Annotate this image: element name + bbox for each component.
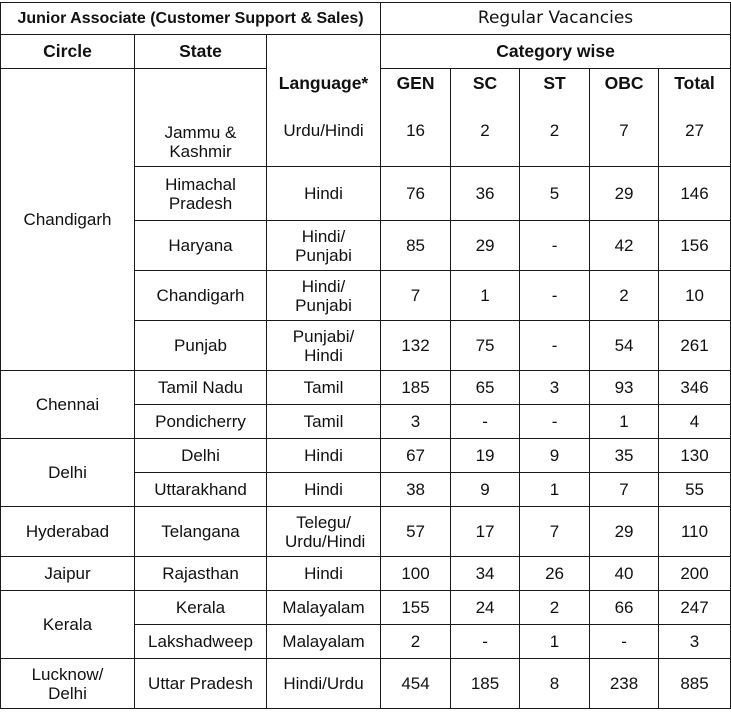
subheader-row — [1, 35, 731, 69]
language-cell: Telegu/ Urdu/Hindi — [267, 507, 381, 557]
st-cell: 5 — [520, 167, 590, 221]
obc-cell: 93 — [590, 371, 659, 405]
state-cell: Kerala — [135, 591, 267, 625]
language-cell — [267, 69, 381, 167]
table-row — [1, 371, 731, 405]
sc-cell: 36 — [451, 167, 520, 221]
circle-header: Circle — [1, 35, 135, 69]
st-cell: 8 — [520, 659, 590, 709]
sc-cell: 24 — [451, 591, 520, 625]
state-cell: Telangana — [135, 507, 267, 557]
total-cell: 156 — [659, 221, 731, 271]
st-cell: 7 — [520, 507, 590, 557]
circle-cell: Jaipur — [1, 557, 135, 591]
state-cell: Punjab — [135, 321, 267, 371]
state-cell: Tamil Nadu — [135, 371, 267, 405]
state-header: State — [135, 35, 267, 69]
total-cell: 885 — [659, 659, 731, 709]
st-cell: 1 — [520, 625, 590, 659]
gen-cell: 185 — [381, 371, 451, 405]
table-row — [1, 69, 731, 167]
state-cell: Uttarakhand — [135, 473, 267, 507]
category-header: Category wise — [381, 35, 731, 69]
sc-cell — [451, 69, 520, 167]
state-cell: Rajasthan — [135, 557, 267, 591]
st-cell: 9 — [520, 439, 590, 473]
st-cell: 26 — [520, 557, 590, 591]
st-cell: - — [520, 321, 590, 371]
obc-cell: - — [590, 625, 659, 659]
obc-cell: 40 — [590, 557, 659, 591]
language-cell: Hindi — [267, 557, 381, 591]
circle-cell: Delhi — [1, 439, 135, 507]
vacancy-table — [0, 2, 731, 709]
sc-cell: - — [451, 405, 520, 439]
st-cell: - — [520, 221, 590, 271]
language-cell: Tamil — [267, 405, 381, 439]
total-header: Total — [674, 73, 715, 93]
table-row — [1, 439, 731, 473]
sc-cell: 65 — [451, 371, 520, 405]
obc-header: OBC — [604, 73, 644, 93]
state-cell: Haryana — [135, 221, 267, 271]
obc-cell: 2 — [590, 271, 659, 321]
obc-cell: 29 — [590, 507, 659, 557]
total-value: 27 — [685, 121, 704, 140]
sc-cell: 29 — [451, 221, 520, 271]
language-cell: Hindi/Urdu — [267, 659, 381, 709]
total-cell: 346 — [659, 371, 731, 405]
obc-cell — [590, 69, 659, 167]
obc-cell: 54 — [590, 321, 659, 371]
gen-cell — [381, 69, 451, 167]
sc-cell: - — [451, 625, 520, 659]
total-cell: 10 — [659, 271, 731, 321]
table-row — [1, 659, 731, 709]
gen-cell: 155 — [381, 591, 451, 625]
gen-cell: 100 — [381, 557, 451, 591]
st-value: 2 — [549, 121, 560, 140]
post-title: Junior Associate (Customer Support & Sales) — [1, 3, 381, 35]
gen-cell: 3 — [381, 405, 451, 439]
st-cell: 1 — [520, 473, 590, 507]
gen-cell: 2 — [381, 625, 451, 659]
language-cell: Hindi — [267, 439, 381, 473]
sc-cell: 1 — [451, 271, 520, 321]
total-cell: 55 — [659, 473, 731, 507]
st-header: ST — [543, 73, 566, 93]
gen-cell: 57 — [381, 507, 451, 557]
state-cell: Pondicherry — [135, 405, 267, 439]
total-cell: 261 — [659, 321, 731, 371]
total-cell: 247 — [659, 591, 731, 625]
sc-header: SC — [472, 73, 498, 93]
sc-cell: 75 — [451, 321, 520, 371]
obc-cell: 42 — [590, 221, 659, 271]
total-cell: 146 — [659, 167, 731, 221]
state-cell: Uttar Pradesh — [135, 659, 267, 709]
state-cell: Himachal Pradesh — [135, 167, 267, 221]
sc-cell: 17 — [451, 507, 520, 557]
sc-value: 2 — [480, 121, 490, 140]
table-row — [1, 507, 731, 557]
st-cell: - — [520, 271, 590, 321]
table-body — [1, 3, 731, 709]
st-cell: 2 — [520, 591, 590, 625]
language-cell: Hindi — [267, 167, 381, 221]
circle-cell: Lucknow/ Delhi — [1, 659, 135, 709]
vacancy-type-title: Regular Vacancies — [381, 3, 731, 35]
total-cell: 3 — [659, 625, 731, 659]
obc-value: 7 — [619, 121, 629, 140]
language-cell: Hindi/ Punjabi — [267, 271, 381, 321]
gen-cell: 7 — [381, 271, 451, 321]
st-cell: - — [520, 405, 590, 439]
language-header: Language* — [278, 72, 369, 93]
table-row — [1, 591, 731, 625]
obc-cell: 7 — [590, 473, 659, 507]
gen-cell: 454 — [381, 659, 451, 709]
total-cell: 110 — [659, 507, 731, 557]
obc-cell: 66 — [590, 591, 659, 625]
circle-cell: Kerala — [1, 591, 135, 659]
language-cell: Hindi — [267, 473, 381, 507]
gen-cell: 38 — [381, 473, 451, 507]
gen-cell: 67 — [381, 439, 451, 473]
st-cell — [520, 69, 590, 167]
obc-cell: 35 — [590, 439, 659, 473]
language-cell: Hindi/ Punjabi — [267, 221, 381, 271]
sc-cell: 9 — [451, 473, 520, 507]
obc-cell: 1 — [590, 405, 659, 439]
state-cell: Delhi — [135, 439, 267, 473]
total-cell: 130 — [659, 439, 731, 473]
gen-cell: 76 — [381, 167, 451, 221]
gen-value: 16 — [406, 121, 425, 140]
language-cell: Tamil — [267, 371, 381, 405]
state-cell — [135, 69, 267, 167]
obc-cell: 238 — [590, 659, 659, 709]
language-cell: Malayalam — [267, 591, 381, 625]
language-cell: Punjabi/ Hindi — [267, 321, 381, 371]
language-cell: Malayalam — [267, 625, 381, 659]
circle-cell: Chennai — [1, 371, 135, 439]
state-cell: Chandigarh — [135, 271, 267, 321]
gen-cell: 85 — [381, 221, 451, 271]
language-header-spacer — [267, 35, 381, 69]
obc-cell: 29 — [590, 167, 659, 221]
sc-cell: 185 — [451, 659, 520, 709]
circle-cell: Chandigarh — [1, 69, 135, 371]
sc-cell: 34 — [451, 557, 520, 591]
language-value: Urdu/Hindi — [283, 120, 364, 140]
table-row — [1, 557, 731, 591]
st-cell: 3 — [520, 371, 590, 405]
sc-cell: 19 — [451, 439, 520, 473]
title-row — [1, 3, 731, 35]
gen-header: GEN — [396, 73, 435, 93]
circle-cell: Hyderabad — [1, 507, 135, 557]
total-cell: 200 — [659, 557, 731, 591]
state-cell: Lakshadweep — [135, 625, 267, 659]
gen-cell: 132 — [381, 321, 451, 371]
total-cell: 4 — [659, 405, 731, 439]
state-value: Jammu & Kashmir — [164, 123, 237, 161]
total-cell — [659, 69, 731, 167]
